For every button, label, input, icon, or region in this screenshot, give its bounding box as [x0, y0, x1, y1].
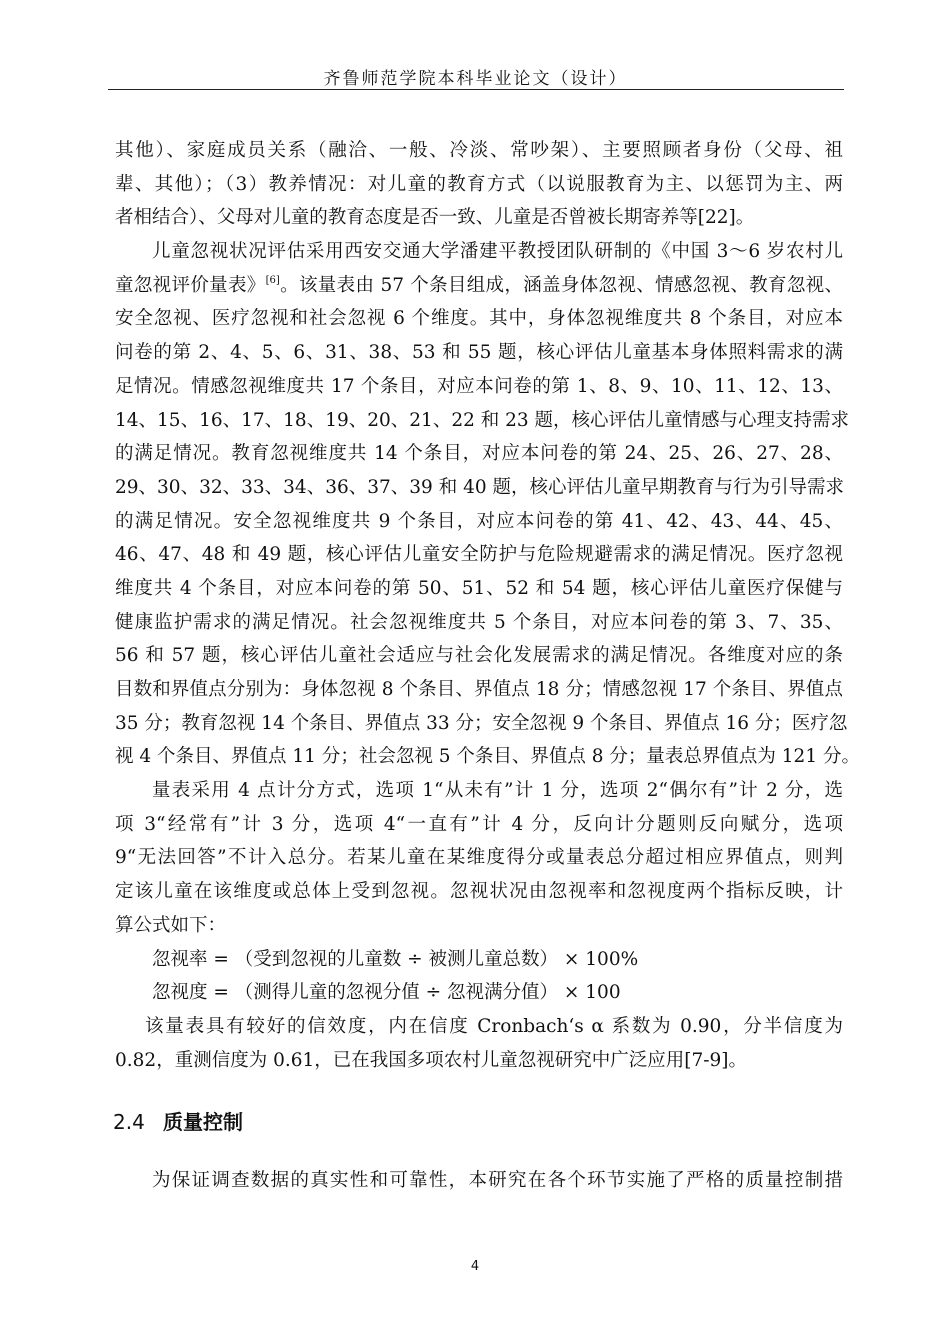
body-text	[115, 134, 860, 1077]
text-line: 儿童忽视状况评估采用西安交通大学潘建平教授团队研制的《中国 3～6 岁农村儿	[152, 241, 843, 263]
text-line: 健康监护需求的满足情况。社会忽视维度共 5 个条目，对应本问卷的第 3、7、35、	[115, 611, 843, 633]
text-line: 该量表具有较好的信效度，内在信度 Cronbach‘s α 系数为 0.90，分半信度为	[145, 1015, 843, 1037]
text-line: 46、47、48 和 49 题，核心评估儿童安全防护与危险规避需求的满足情况。医疗忽视	[115, 544, 843, 566]
text-line: 0.82，重测信度为 0.61，已在我国多项农村儿童忽视研究中广泛应用[7-9]。	[115, 1049, 747, 1071]
section-title: 质量控制	[163, 1110, 243, 1134]
text-line: 35 分；教育忽视 14 个条目、界值点 33 分；安全忽视 9 个条目、界值点 16 分；医疗忽	[115, 712, 848, 734]
page-number: 4	[470, 1259, 480, 1274]
text-line: 辈、其他）；（3）教养情况：对儿童的教育方式（以说服教育为主、以惩罚为主、两	[115, 173, 843, 195]
text-line: 安全忽视、医疗忽视和社会忽视 6 个维度。其中，身体忽视维度共 8 个条目，对应本	[115, 308, 843, 330]
text-line: 14、15、16、17、18、19、20、21、22 和 23 题，核心评估儿童情感与心理支持需求	[115, 409, 850, 431]
text-line	[115, 269, 843, 303]
text-line: 定该儿童在该维度或总体上受到忽视。忽视状况由忽视率和忽视度两个指标反映，计	[115, 881, 843, 903]
formula-neglect-rate: 忽视率 = （受到忽视的儿童数 ÷ 被测儿童总数） × 100%	[152, 948, 639, 970]
text-line: 为保证调查数据的真实性和可靠性，本研究在各个环节实施了严格的质量控制措	[152, 1170, 843, 1191]
text-line: 其他）、家庭成员关系（融洽、一般、冷淡、常吵架）、主要照顾者身份（父母、祖	[115, 140, 843, 161]
text-line: 的满足情况。安全忽视维度共 9 个条目，对应本问卷的第 41、42、43、44、45、	[115, 510, 843, 532]
citation-ref: [6]	[265, 274, 280, 286]
text-line: 算公式如下：	[115, 914, 227, 936]
text-line: 项 3“经常有”计 3 分，选项 4“一直有”计 4 分，反向计分题则反向赋分，选项	[115, 813, 843, 835]
text-fragment: 童忽视评价量表》	[115, 274, 266, 296]
section-heading	[113, 1106, 243, 1135]
text-line: 量表采用 4 点计分方式，选项 1“从未有”计 1 分，选项 2“偶尔有”计 2 分，选	[152, 780, 843, 802]
body-text	[115, 1164, 843, 1198]
text-line: 9“无法回答”不计入总分。若某儿童在某维度得分或量表总分超过相应界值点，则判	[115, 847, 843, 869]
text-line: 者相结合）、父母对儿童的教育态度是否一致、儿童是否曾被长期寄养等[22]。	[115, 207, 755, 229]
text-fragment: 。该量表由 57 个条目组成，涵盖身体忽视、情感忽视、教育忽视、	[279, 274, 843, 296]
text-line: 的满足情况。教育忽视维度共 14 个条目，对应本问卷的第 24、25、26、27、28、	[115, 443, 843, 465]
text-line: 足情况。情感忽视维度共 17 个条目，对应本问卷的第 1、8、9、10、11、12、13、	[115, 375, 843, 397]
header-divider	[108, 89, 844, 90]
text-line: 视 4 个条目、界值点 11 分；社会忽视 5 个条目、界值点 8 分；量表总界值点为 121 分。	[115, 746, 860, 768]
text-line: 56 和 57 题，核心评估儿童社会适应与社会化发展需求的满足情况。各维度对应的条	[115, 645, 843, 667]
page-header: 齐鲁师范学院本科毕业论文（设计）	[323, 69, 628, 89]
text-line: 目数和界值点分别为：身体忽视 8 个条目、界值点 18 分；情感忽视 17 个条目、界值点	[115, 679, 843, 700]
text-line: 维度共 4 个条目，对应本问卷的第 50、51、52 和 54 题，核心评估儿童医疗保健与	[115, 577, 843, 599]
text-line: 29、30、32、33、34、36、37、39 和 40 题，核心评估儿童早期教育与行为引导需求	[115, 476, 845, 498]
text-line: 问卷的第 2、4、5、6、31、38、53 和 55 题，核心评估儿童基本身体照料需求的满	[115, 342, 843, 364]
formula-neglect-degree: 忽视度 = （测得儿童的忽视分值 ÷ 忽视满分值） × 100	[152, 982, 621, 1004]
section-number: 2.4	[113, 1110, 145, 1134]
